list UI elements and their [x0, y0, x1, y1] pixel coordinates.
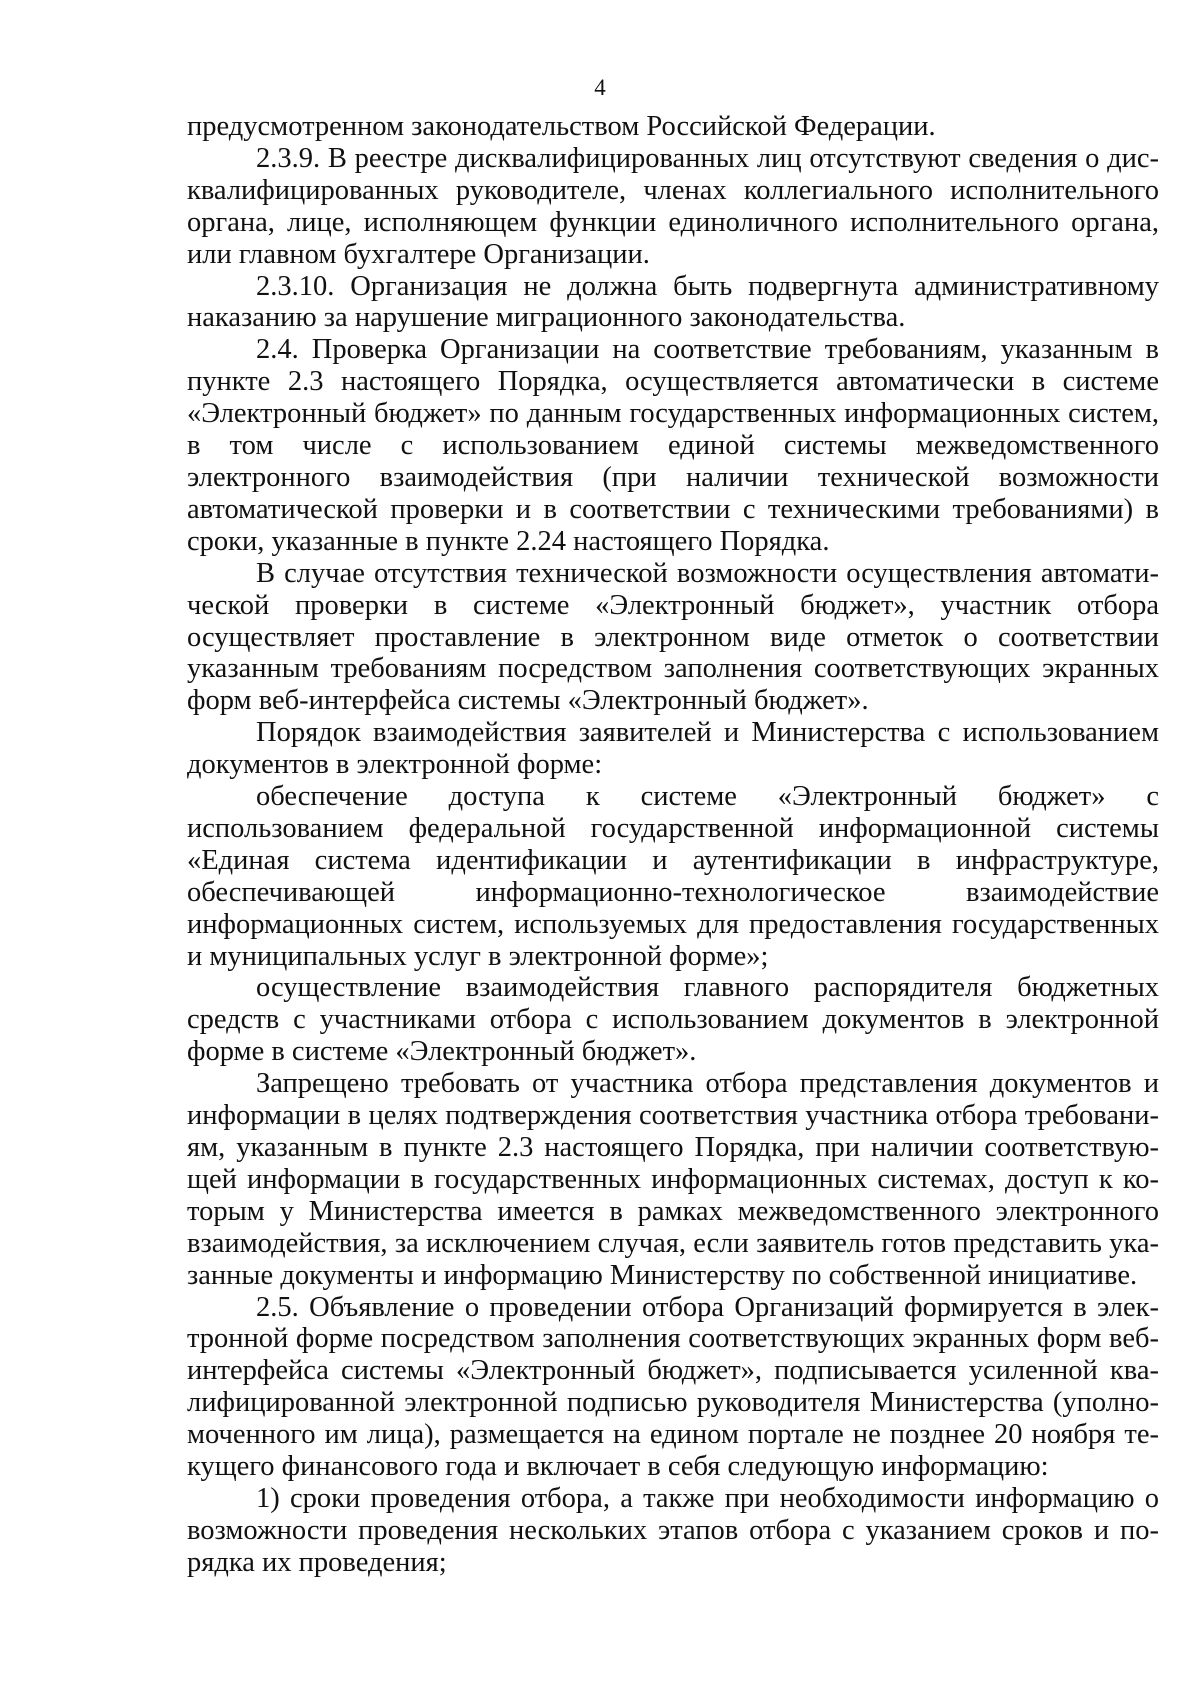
paragraph-item-1: 1) сроки проведения отбора, а также при необходимости информацию о возможности проведения нескольких этапов отбора с указанием сроков и порядка их проведения;	[187, 1482, 1159, 1578]
paragraph-interaction-implementation: осуществление взаимодействия главного распорядителя бюджетных средств с участниками отбора с использованием документов в электронной форме в системе «Электронный бюджет».	[187, 972, 1159, 1068]
paragraph-2-3-9: 2.3.9. В реестре дисквалифицированных лиц отсутствуют сведения о дисквалифицированных руководителе, членах коллегиального исполнительного органа, лице, исполняющем функции единоличного исполнительного органа, или главном бухгалтере Организации.	[187, 142, 1159, 270]
paragraph-prohibition: Запрещено требовать от участника отбора представления документов и информации в целях подтверждения соответствия участника отбора требованиям, указанным в пункте 2.3 настоящего Порядка, при наличии соответствующей информации в государственных информационных системах, доступ к которым у Министерства имеется в рамках межведомственного электронного взаимодействия, за исключением случая, если заявитель готов представить указанные документы и информацию Министерству по собственной инициативе.	[187, 1068, 1159, 1291]
paragraph-no-technical-possibility: В случае отсутствия технической возможности осуществления автоматической проверки в системе «Электронный бюджет», участник отбора осуществляет проставление в электронном виде отметок о соответствии указанным требованиям посредством заполнения соответствующих экранных форм веб-интерфейса системы «Электронный бюджет».	[187, 557, 1159, 717]
page-number: 4	[594, 75, 606, 100]
paragraph-continuation: предусмотренном законодательством Российской Федерации.	[187, 111, 936, 142]
document-body	[187, 111, 1159, 1579]
paragraph-2-4: 2.4. Проверка Организации на соответствие требованиям, указанным в пункте 2.3 настоящего Порядка, осуществляется автоматически в системе «Электронный бюджет» по данным государственных информационных систем, в том числе с использованием единой системы межведомственного электронного взаимодействия (при наличии технической возможности автоматической проверки и в соответствии с техническими требованиями) в сроки, указанные в пункте 2.24 настоящего Порядка.	[187, 334, 1159, 557]
paragraph-2-5: 2.5. Объявление о проведении отбора Организаций формируется в электронной форме посредством заполнения соответствующих экранных форм веб-интерфейса системы «Электронный бюджет», подписывается усиленной квалифицированной электронной подписью руководителя Министерства (уполномоченного им лица), размещается на едином портале не позднее 20 ноября текущего финансового года и включает в себя следующую информацию:	[187, 1291, 1159, 1483]
paragraph-access-provision: обеспечение доступа к системе «Электронный бюджет» с использованием федеральной государственной информационной системы «Единая система идентификации и аутентификации в инфраструктуре, обеспечивающей информационно-технологическое взаимодействие информационных систем, используемых для предоставления государственных и муниципальных услуг в электронной форме»;	[187, 781, 1159, 972]
paragraph-2-3-10: 2.3.10. Организация не должна быть подвергнута административному наказанию за нарушение миграционного законодательства.	[187, 270, 1159, 334]
paragraph-interaction-procedure: Порядок взаимодействия заявителей и Министерства с использованием документов в электронной форме:	[187, 717, 1159, 781]
